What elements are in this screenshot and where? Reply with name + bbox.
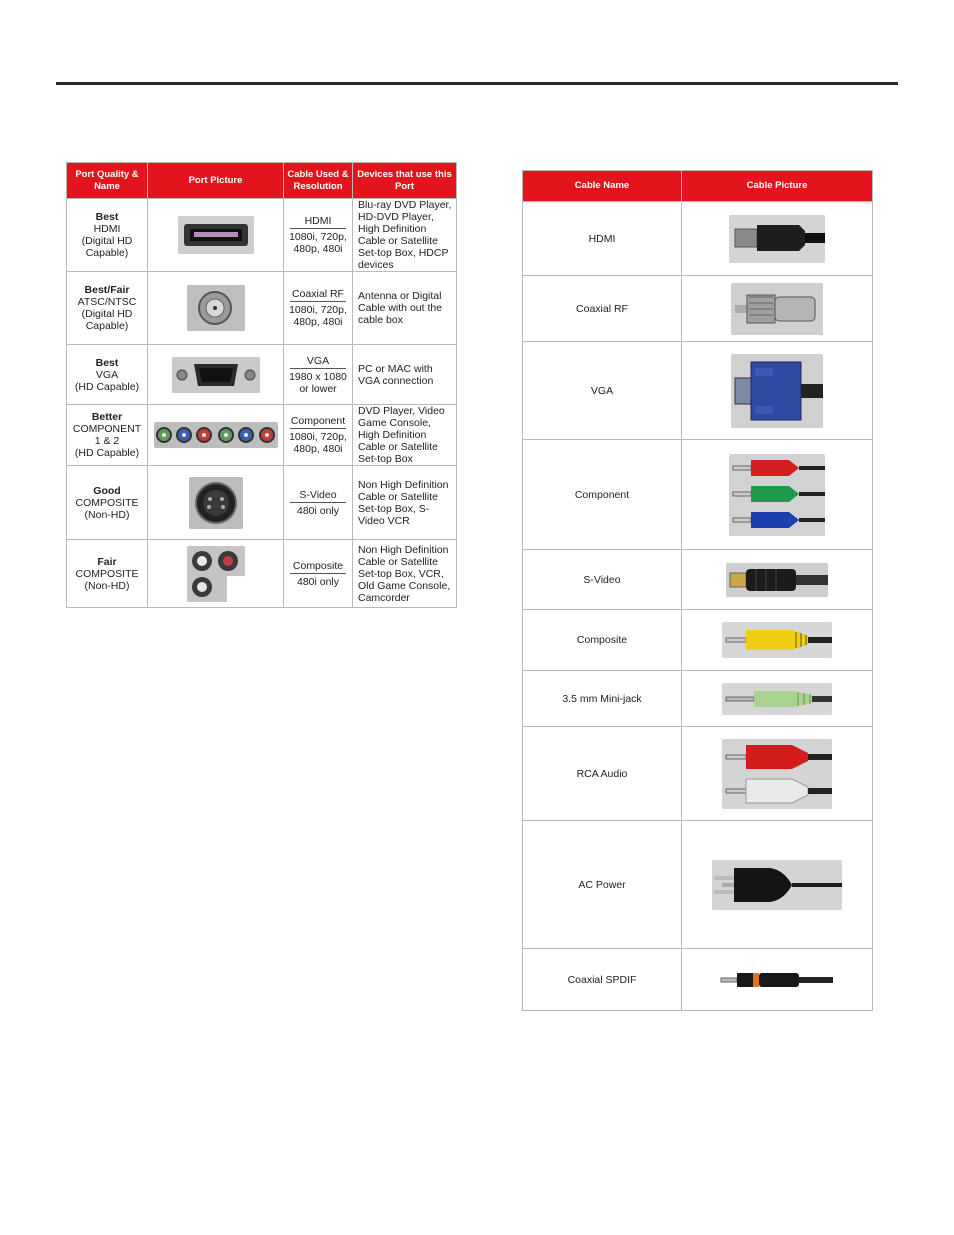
hdmi-cable-icon (729, 215, 825, 263)
devices-cell: Blu-ray DVD Player, HD-DVD Player, High Definition Cable or Satellite Set-top Box, HDCP devices (353, 199, 457, 272)
cable-name: S-Video (290, 489, 346, 503)
port-quality-cell (67, 540, 148, 608)
table-row (523, 610, 873, 671)
quality-label: Good (93, 484, 121, 497)
cable-name: RCA Audio (523, 727, 682, 821)
port-name: (HD Capable) (74, 447, 140, 459)
cable-name: AC Power (523, 821, 682, 949)
ac-power-cable-icon (712, 860, 842, 910)
cable-picture-cell (682, 727, 873, 821)
port-name: COMPOSITE (75, 567, 139, 580)
port-name: COMPONENT (72, 423, 142, 435)
table-row (523, 550, 873, 610)
cable-picture-cell (682, 949, 873, 1011)
cable-cell (284, 345, 353, 405)
cable-cell (284, 405, 353, 466)
port-picture-cell (148, 405, 284, 466)
component-cable-icon (729, 454, 825, 536)
coaxial-cable-icon (731, 283, 823, 335)
cable-picture-cell (682, 276, 873, 342)
table-row (67, 272, 457, 345)
port-name: (HD Capable) (74, 380, 140, 393)
port-quality-cell (67, 405, 148, 466)
resolution: 480i only (296, 575, 340, 588)
cable-name: VGA (523, 342, 682, 440)
component-port-icon (154, 422, 278, 448)
port-quality-cell (67, 466, 148, 540)
port-name: 1 & 2 (94, 435, 120, 447)
port-name: ATSC/NTSC (77, 296, 137, 308)
quality-label: Better (91, 411, 123, 423)
devices-cell: Non High Definition Cable or Satellite Set-top Box, S-Video VCR (353, 466, 457, 540)
cable-cell (284, 199, 353, 272)
table-row (67, 345, 457, 405)
header-cable-name: Cable Name (523, 171, 682, 202)
coaxial-spdif-cable-icon (717, 967, 837, 993)
cable-name: HDMI (523, 202, 682, 276)
table-row (67, 466, 457, 540)
vga-cable-icon (731, 354, 823, 428)
table-row (523, 342, 873, 440)
cable-name: Composite (523, 610, 682, 671)
cable-name: Component (290, 415, 346, 427)
port-quality-cell (67, 345, 148, 405)
cable-table (522, 170, 873, 1011)
cable-picture-cell (682, 440, 873, 550)
resolution: 1980 x 1080 or lower (289, 370, 347, 395)
devices-cell: DVD Player, Video Game Console, High Definition Cable or Satellite Set-top Box (353, 405, 457, 466)
quality-label: Best (95, 356, 119, 369)
table-row (523, 727, 873, 821)
table-row (523, 671, 873, 727)
cable-cell (284, 540, 353, 608)
cable-name: VGA (290, 355, 346, 369)
port-name: Capable) (85, 320, 129, 332)
table-row (67, 540, 457, 608)
resolution: 1080i, 720p, 480p, 480i (289, 304, 347, 328)
table-row (523, 949, 873, 1011)
port-picture-cell (148, 345, 284, 405)
cable-name: Coaxial RF (523, 276, 682, 342)
cable-name: 3.5 mm Mini-jack (523, 671, 682, 727)
header-cable-picture: Cable Picture (682, 171, 873, 202)
table-row (67, 199, 457, 272)
devices-cell: PC or MAC with VGA connection (353, 345, 457, 405)
cable-name: Composite (290, 560, 346, 574)
cable-picture-cell (682, 671, 873, 727)
port-name: COMPOSITE (75, 496, 139, 509)
quality-label: Fair (97, 555, 117, 568)
cable-picture-cell (682, 202, 873, 276)
header-port-quality: Port Quality & Name (67, 163, 148, 199)
header-port-picture: Port Picture (148, 163, 284, 199)
resolution: 480i only (296, 504, 340, 517)
minijack-cable-icon (722, 683, 832, 715)
port-name: (Non-HD) (84, 508, 130, 521)
header-cable-used: Cable Used & Resolution (284, 163, 353, 199)
table-row (523, 440, 873, 550)
cable-picture-cell (682, 550, 873, 610)
port-name: (Digital HD (81, 308, 133, 320)
devices-cell: Non High Definition Cable or Satellite Set-top Box, VCR, Old Game Console, Camcorder (353, 540, 457, 608)
rca-audio-cable-icon (722, 739, 832, 809)
composite-cable-icon (722, 622, 832, 658)
cable-picture-cell (682, 821, 873, 949)
quality-label: Best/Fair (84, 284, 130, 296)
port-picture-cell (148, 272, 284, 345)
port-quality-cell (67, 272, 148, 345)
coaxial-port-icon (187, 285, 245, 331)
port-quality-cell (67, 199, 148, 272)
cable-cell (284, 272, 353, 345)
cable-name: Component (523, 440, 682, 550)
port-name: (Digital HD (81, 235, 133, 247)
cable-name: S-Video (523, 550, 682, 610)
header-devices: Devices that use this Port (353, 163, 457, 199)
top-rule (56, 82, 898, 85)
port-picture-cell (148, 466, 284, 540)
cable-picture-cell (682, 342, 873, 440)
port-picture-cell (148, 199, 284, 272)
cable-name: Coaxial SPDIF (523, 949, 682, 1011)
cable-name: HDMI (290, 215, 346, 229)
table-row (523, 202, 873, 276)
quality-label: Best (95, 211, 119, 223)
port-name: VGA (95, 368, 119, 381)
table-row (523, 276, 873, 342)
resolution: 1080i, 720p, 480p, 480i (289, 431, 347, 455)
port-table (66, 162, 457, 608)
port-table-header (67, 163, 457, 199)
resolution: 1080i, 720p, 480p, 480i (289, 231, 347, 255)
table-row (67, 405, 457, 466)
table-row (523, 821, 873, 949)
port-name: (Non-HD) (84, 579, 130, 592)
vga-port-icon (172, 357, 260, 393)
port-picture-cell (148, 540, 284, 608)
devices-cell: Antenna or Digital Cable with out the cable box (353, 272, 457, 345)
hdmi-port-icon (178, 216, 254, 254)
composite-port-icon (187, 546, 245, 602)
cable-picture-cell (682, 610, 873, 671)
cable-table-header (523, 171, 873, 202)
cable-name: Coaxial RF (290, 288, 346, 302)
port-name: Capable) (85, 247, 129, 259)
svideo-port-icon (189, 477, 243, 529)
svideo-cable-icon (726, 563, 828, 597)
cable-cell (284, 466, 353, 540)
port-name: HDMI (93, 223, 121, 235)
